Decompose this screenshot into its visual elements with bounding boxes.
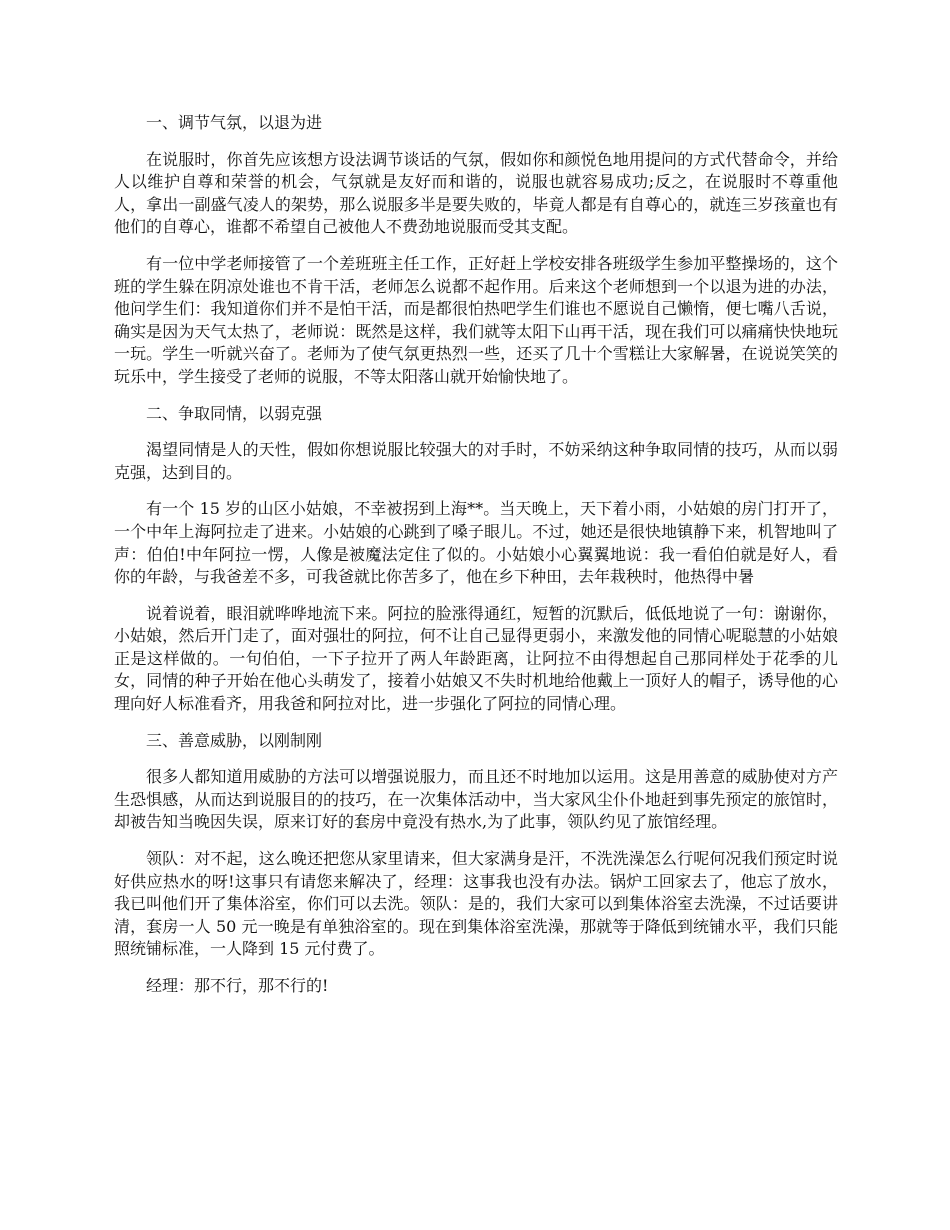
paragraph-6: 很多人都知道用威胁的方法可以增强说服力，而且还不时地加以运用。这是用善意的威胁使对方产生恐惧感，从而达到说服目的的技巧，在一次集体活动中，当大家风尘仆仆地赶到事先预定的旅馆时，却被告知当晚因失误，原来订好的套房中竟没有热水,为了此事，领队约见了旅馆经理。 bbox=[114, 767, 838, 832]
paragraph-4: 有一个 15 岁的山区小姑娘，不幸被拐到上海**。当天晚上，天下着小雨，小姑娘的房门打开了，一个中年上海阿拉走了进来。小姑娘的心跳到了嗓子眼儿。不过，她还是很快地镇静下来，机智地叫了声：伯伯!中年阿拉一愣，人像是被魔法定住了似的。小姑娘小心翼翼地说：我一看伯伯就是好人，看你的年龄，与我爸差不多，可我爸就比你苦多了，他在乡下种田，去年栽秧时，他热得中暑 bbox=[114, 499, 838, 587]
paragraph-7: 领队：对不起，这么晚还把您从家里请来，但大家满身是汗，不洗洗澡怎么行呢何况我们预定时说好供应热水的呀!这事只有请您来解决了，经理：这事我也没有办法。锅炉工回家去了，他忘了放水，我已叫他们开了集体浴室，你们可以去洗。领队：是的，我们大家可以到集体浴室去洗澡，不过话要讲清，套房一人 50 元一晚是有单独浴室的。现在到集体浴室洗澡，那就等于降低到统铺水平，我们只能照统铺标准，一人降到 15 元付费了。 bbox=[114, 849, 838, 959]
section-heading-2: 二、争取同情，以弱克强 bbox=[146, 403, 323, 423]
document-page bbox=[114, 112, 838, 1012]
paragraph-5: 说着说着，眼泪就哗哗地流下来。阿拉的脸涨得通红，短暂的沉默后，低低地说了一句：谢谢你，小姑娘，然后开门走了，面对强壮的阿拉，何不让自己显得更弱小，来激发他的同情心呢聪慧的小姑娘正是这样做的。一句伯伯，一下子拉开了两人年龄距离，让阿拉不由得想起自己那同样处于花季的儿女，同情的种子开始在他心头萌发了，接着小姑娘又不失时机地给他戴上一顶好人的帽子，诱导他的心理向好人标准看齐，用我爸和阿拉对比，进一步强化了阿拉的同情心理。 bbox=[114, 603, 838, 714]
paragraph-8: 经理：那不行，那不行的! bbox=[146, 976, 329, 995]
section-heading-3: 三、善意威胁，以刚制刚 bbox=[146, 730, 323, 750]
paragraph-3: 渴望同情是人的天性，假如你想说服比较强大的对手时，不妨采纳这种争取同情的技巧，从而以弱克强，达到目的。 bbox=[114, 440, 838, 482]
paragraph-1: 在说服时，你首先应该想方设法调节谈话的气氛，假如你和颜悦色地用提问的方式代替命令，并给人以维护自尊和荣誉的机会，气氛就是友好而和谐的，说服也就容易成功;反之，在说服时不尊重他人，拿出一副盛气凌人的架势，那么说服多半是要失败的，毕竟人都是有自尊心的，就连三岁孩童也有他们的自尊心，谁都不希望自己被他人不费劲地说服而受其支配。 bbox=[114, 149, 838, 237]
paragraph-2: 有一位中学老师接管了一个差班班主任工作，正好赶上学校安排各班级学生参加平整操场的，这个班的学生躲在阴凉处谁也不肯干活，老师怎么说都不起作用。后来这个老师想到一个以退为进的办法，他问学生们：我知道你们并不是怕干活，而是都很怕热吧学生们谁也不愿说自己懒惰，便七嘴八舌说，确实是因为天气太热了，老师说：既然是这样，我们就等太阳下山再干活，现在我们可以痛痛快快地玩一玩。学生一听就兴奋了。老师为了使气氛更热烈一些，还买了几十个雪糕让大家解暑，在说说笑笑的玩乐中，学生接受了老师的说服，不等太阳落山就开始愉快地了。 bbox=[114, 253, 838, 386]
section-heading-1: 一、调节气氛，以退为进 bbox=[146, 113, 323, 132]
